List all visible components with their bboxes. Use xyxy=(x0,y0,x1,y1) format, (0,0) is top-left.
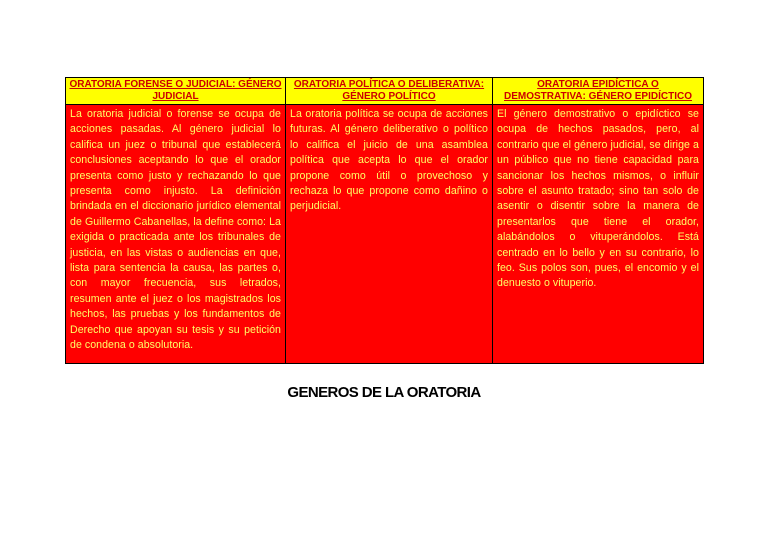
table-row xyxy=(66,105,704,364)
oratory-genres-table xyxy=(65,77,704,364)
header-epideictic: ORATORIA EPIDÍCTICA O DEMOSTRATIVA: GÉNERO EPIDÍCTICO xyxy=(493,78,704,105)
document-caption: GENEROS DE LA ORATORIA xyxy=(287,384,481,401)
header-political: ORATORIA POLÍTICA O DELIBERATIVA: GÉNERO POLÍTICO xyxy=(286,78,493,105)
header-judicial: ORATORIA FORENSE O JUDICIAL: GÉNERO JUDICIAL xyxy=(66,78,286,105)
table-header-row xyxy=(66,78,704,105)
cell-judicial: La oratoria judicial o forense se ocupa de acciones pasadas. Al género judicial lo califica un juez o tribunal que establecerá conclusiones aceptando lo que el orador presenta como justo y rechazando lo que presenta como injusto. La definición brindada en el diccionario jurídico elemental de Guillermo Cabanellas, la define como: La exigida o practicada ante los tribunales de justicia, en las vistas o audiencias en que, lista para sentencia la causa, las partes o, con mayor frecuencia, sus letrados, resumen ante el juez o los magistrados los hechos, las pruebas y los fundamentos de Derecho que apoyan su tesis y su petición de condena o absolutoria. xyxy=(66,105,286,364)
cell-epideictic: El género demostrativo o epidíctico se ocupa de hechos pasados, pero, al contrario que el género judicial, se dirige a un público que no tiene capacidad para sancionar los hechos mismos, o influir sobre el asunto tratado; sino tan solo de asentir o disentir sobre la manera de presentarlos que tiene el orador, alabándolos o vituperándolos. Está centrado en lo bello y en su contrario, lo feo. Sus polos son, pues, el encomio y el denuesto o vituperio. xyxy=(493,105,704,364)
cell-political: La oratoria política se ocupa de acciones futuras. Al género deliberativo o político lo califica el juicio de una asamblea política que acepta lo que el orador propone como útil o provechoso y rechaza lo que propone como dañino o perjudicial. xyxy=(286,105,493,364)
